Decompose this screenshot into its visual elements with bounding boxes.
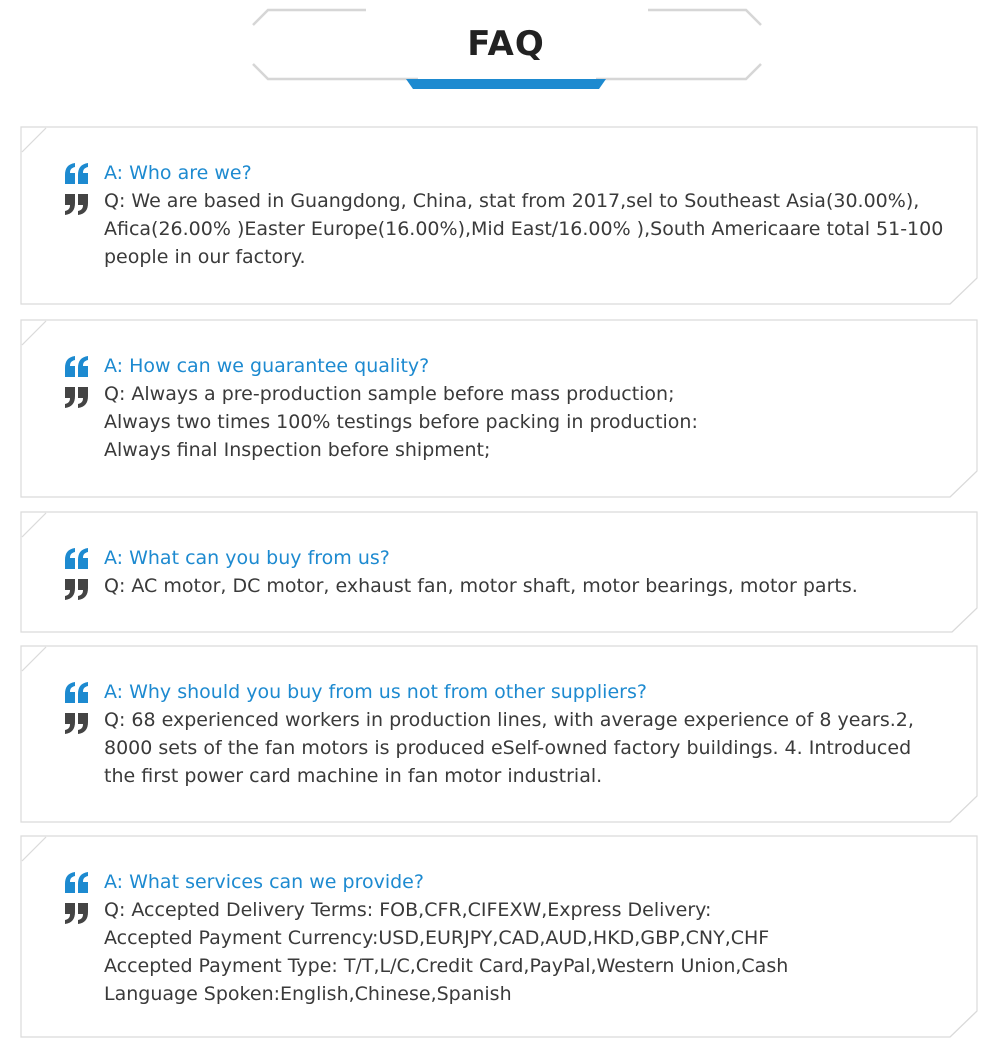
answer-line: Q: AC motor, DC motor, exhaust fan, motor shaft, motor bearings, motor parts.: [104, 575, 858, 597]
header-accent-bar: [406, 79, 606, 89]
faq-card: [20, 511, 978, 633]
answer-line: 8000 sets of the fan motors is produced eSelf-owned factory buildings. 4. Introduced: [104, 737, 912, 759]
open-quote-icon: [64, 162, 90, 186]
answer-line: Afica(26.00% )Easter Europe(16.00%),Mid East/16.00% ),South Americaare total 51-100: [104, 218, 944, 240]
page-title: FAQ: [467, 24, 545, 64]
answer-line: Always two times 100% testings before packing in production:: [104, 411, 698, 433]
open-quote-icon: [64, 547, 90, 571]
open-quote-icon: [64, 355, 90, 379]
faq-card: [20, 319, 978, 498]
answer-line: Accepted Payment Currency:USD,EURJPY,CAD,AUD,HKD,GBP,CNY,CHF: [104, 927, 770, 949]
faq-answer: [104, 380, 958, 464]
faq-answer: [104, 572, 958, 600]
answer-line: Q: 68 experienced workers in production lines, with average experience of 8 years.2,: [104, 709, 914, 731]
answer-line: Q: Always a pre-production sample before mass production;: [104, 383, 675, 405]
close-quote-icon: [64, 711, 90, 735]
close-quote-icon: [64, 577, 90, 601]
answer-line: Q: We are based in Guangdong, China, stat from 2017,sel to Southeast Asia(30.00%),: [104, 190, 920, 212]
open-quote-icon: [64, 681, 90, 705]
faq-card: [20, 126, 978, 305]
faq-card: [20, 835, 978, 1038]
faq-question: A: What can you buy from us?: [104, 547, 390, 569]
answer-line: Q: Accepted Delivery Terms: FOB,CFR,CIFEXW,Express Delivery:: [104, 899, 712, 921]
faq-question: A: Who are we?: [104, 162, 252, 184]
faq-card: [20, 645, 978, 823]
answer-line: Accepted Payment Type: T/T,L/C,Credit Card,PayPal,Western Union,Cash: [104, 955, 789, 977]
faq-answer: [104, 706, 958, 790]
faq-question: A: How can we guarantee quality?: [104, 355, 430, 377]
close-quote-icon: [64, 901, 90, 925]
answer-line: people in our factory.: [104, 246, 306, 268]
faq-header: [0, 0, 1000, 100]
faq-answer: [104, 896, 958, 1008]
answer-line: Language Spoken:English,Chinese,Spanish: [104, 983, 512, 1005]
faq-answer: [104, 187, 958, 271]
close-quote-icon: [64, 192, 90, 216]
answer-line: Always final Inspection before shipment;: [104, 439, 491, 461]
close-quote-icon: [64, 385, 90, 409]
open-quote-icon: [64, 871, 90, 895]
answer-line: the first power card machine in fan motor industrial.: [104, 765, 603, 787]
faq-question: A: Why should you buy from us not from other suppliers?: [104, 681, 647, 703]
faq-question: A: What services can we provide?: [104, 871, 424, 893]
